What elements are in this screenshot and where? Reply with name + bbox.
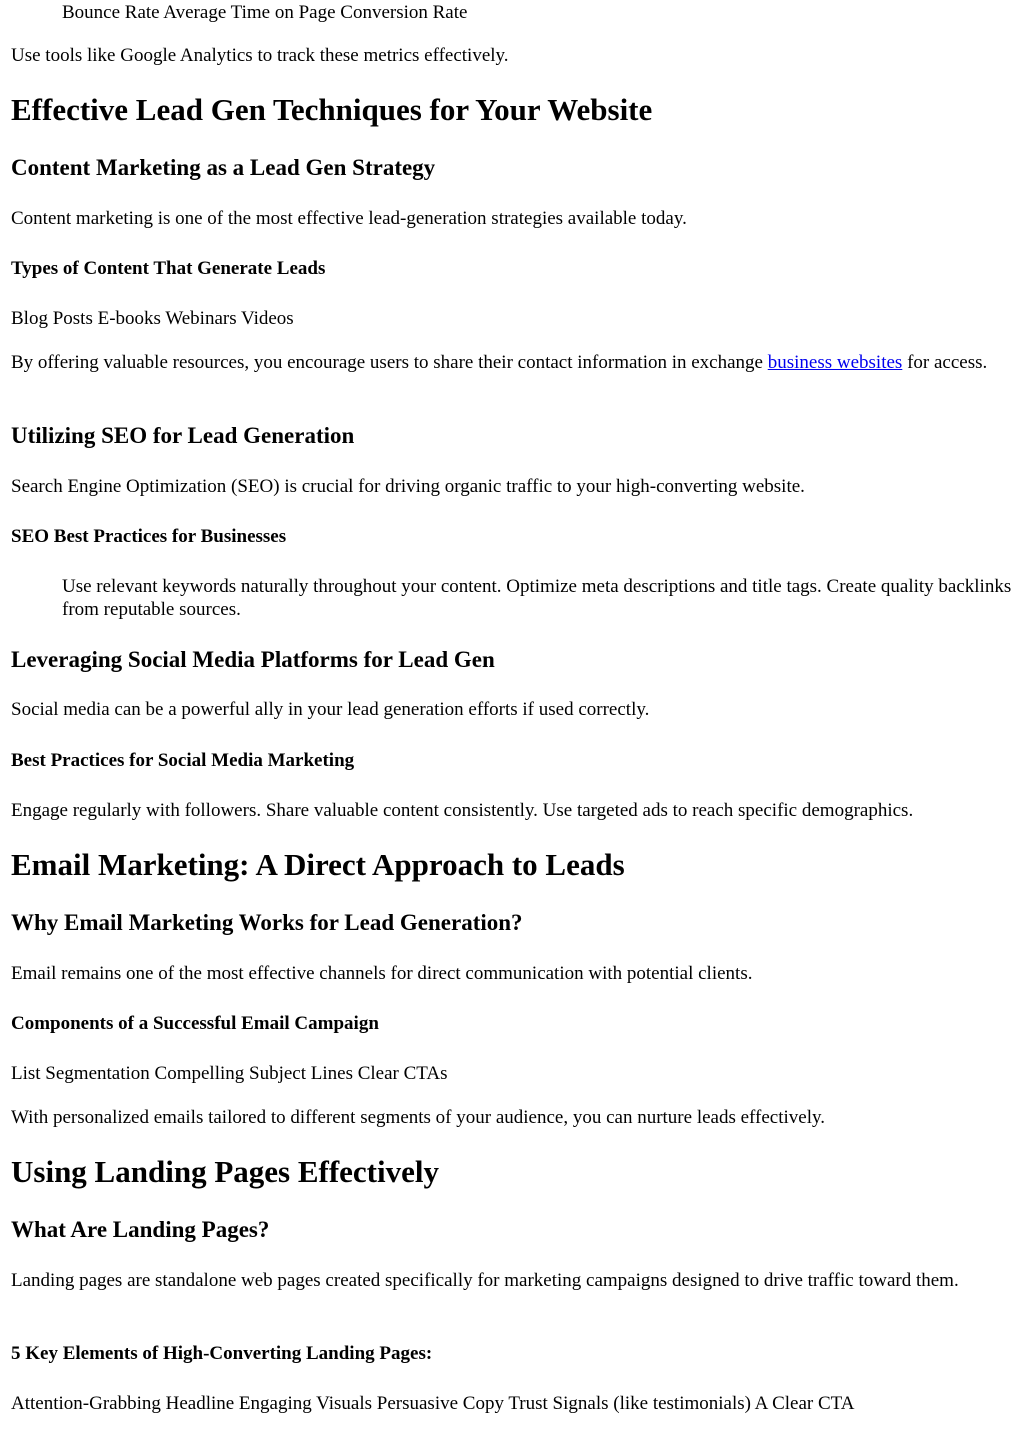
heading-landing-elements: 5 Key Elements of High-Converting Landing Pages: <box>11 1343 433 1364</box>
offer-text-after: for access. <box>902 352 988 373</box>
heading-social-practices: Best Practices for Social Media Marketing <box>11 750 355 771</box>
email-components-list: List Segmentation Compelling Subject Lines Clear CTAs <box>11 1063 448 1084</box>
email-closing: With personalized emails tailored to different segments of your audience, you can nurture leads effectively. <box>11 1107 826 1128</box>
email-why-text: Email remains one of the most effective channels for direct communication with potential clients. <box>11 963 753 984</box>
analytics-tip: Use tools like Google Analytics to track these metrics effectively. <box>11 45 509 66</box>
heading-seo: Utilizing SEO for Lead Generation <box>11 423 355 448</box>
heading-email-marketing: Email Marketing: A Direct Approach to Leads <box>11 847 625 882</box>
content-marketing-intro: Content marketing is one of the most effective lead-generation strategies available today. <box>11 208 687 229</box>
landing-what-text: Landing pages are standalone web pages created specifically for marketing campaigns designed to drive traffic toward them. <box>11 1270 959 1291</box>
offer-text-before: By offering valuable resources, you encourage users to share their contact information in exchange <box>11 352 768 373</box>
content-offer-paragraph <box>11 351 1011 374</box>
landing-elements-list: Attention-Grabbing Headline Engaging Visuals Persuasive Copy Trust Signals (like testimonials) A Clear CTA <box>11 1393 855 1414</box>
heading-content-marketing: Content Marketing as a Lead Gen Strategy <box>11 155 436 180</box>
heading-content-types: Types of Content That Generate Leads <box>11 258 326 279</box>
heading-seo-practices: SEO Best Practices for Businesses <box>11 526 287 547</box>
seo-intro: Search Engine Optimization (SEO) is crucial for driving organic traffic to your high-converting website. <box>11 476 805 497</box>
heading-why-email: Why Email Marketing Works for Lead Generation? <box>11 910 523 935</box>
content-types-list: Blog Posts E-books Webinars Videos <box>11 308 294 329</box>
social-practices-list: Engage regularly with followers. Share valuable content consistently. Use targeted ads to reach specific demographics. <box>11 800 914 821</box>
heading-email-components: Components of a Successful Email Campaign <box>11 1013 379 1034</box>
seo-practices-list: Use relevant keywords naturally throughout your content. Optimize meta descriptions and title tags. Create quality backlinks from reputable sources. <box>62 576 1012 620</box>
social-intro: Social media can be a powerful ally in your lead generation efforts if used correctly. <box>11 699 650 720</box>
heading-lead-gen-techniques: Effective Lead Gen Techniques for Your Website <box>11 92 653 127</box>
heading-landing-pages: Using Landing Pages Effectively <box>11 1154 439 1189</box>
heading-social-media: Leveraging Social Media Platforms for Lead Gen <box>11 647 495 672</box>
heading-what-landing-pages: What Are Landing Pages? <box>11 1217 270 1242</box>
metrics-list: Bounce Rate Average Time on Page Conversion Rate <box>62 2 468 23</box>
business-websites-link[interactable]: business websites <box>767 352 903 373</box>
